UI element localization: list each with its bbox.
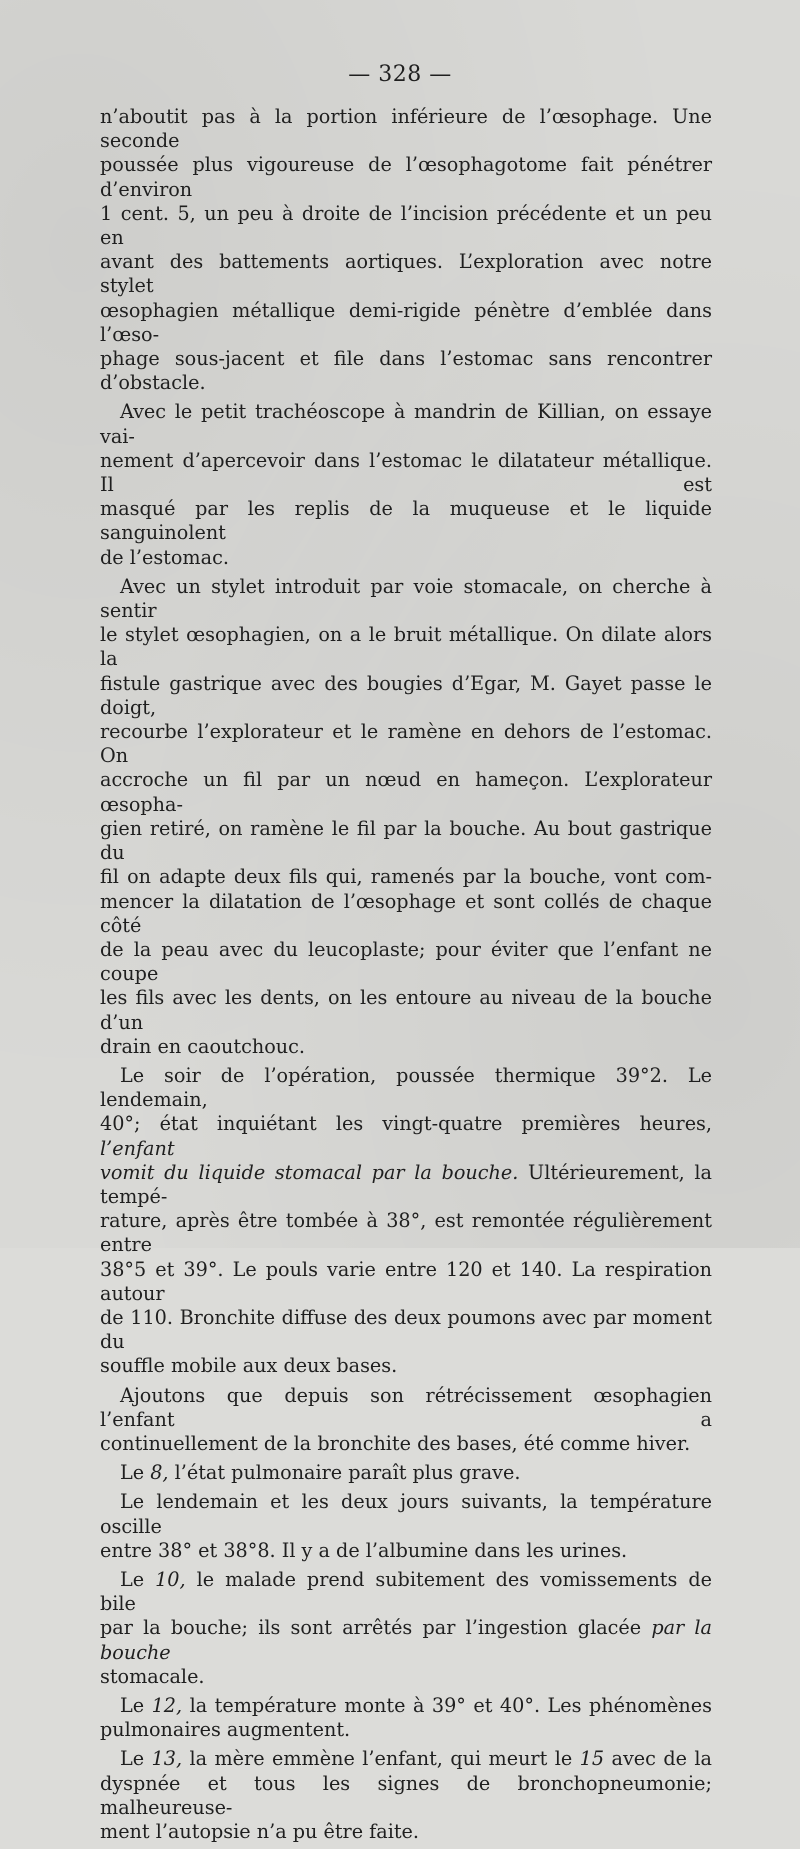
text-line: Avec un stylet introduit par voie stomacale, on cherche à sentir [100,574,712,623]
text-line: de 110. Bronchite diffuse des deux poumons avec par moment du [100,1305,712,1354]
italic-run: l’enfant [100,1136,175,1160]
text-line: 1 cent. 5, un peu à droite de l’incision précédente et un peu en [100,201,712,250]
text-line: avant des battements aortiques. L’exploration avec notre stylet [100,250,712,298]
text-line: n’aboutit pas à la portion inférieure de l’œsophage. Une seconde [100,105,712,153]
paragraph-9 [100,1694,712,1742]
text-line [100,1747,712,1771]
text-line: œsophagien métallique demi-rigide pénètre d’emblée dans l’œso- [100,298,712,346]
text-line: Avec le petit trachéoscope à mandrin de Killian, on essaye vai- [100,400,712,448]
text-line: 38°5 et 39°. Le pouls varie entre 120 et 140. La respiration autour [100,1257,712,1305]
text-line: recourbe l’explorateur et le ramène en dehors de l’estomac. On [100,720,712,768]
paragraph-8 [100,1568,712,1689]
italic-run: 13, [151,1747,183,1771]
text-run: la mère emmène l’enfant, qui meurt le [182,1747,580,1771]
text-line [100,1161,712,1209]
text-line: rature, après être tombée à 38°, est remontée régulièrement entre [100,1209,712,1257]
text-run: 40°; état inquiétant les vingt-quatre premières heures, [100,1112,712,1136]
text-run: la température monte à 39° et 40°. Les phénomènes [182,1694,712,1717]
paragraph-10 [100,1747,712,1844]
text-line: souffle mobile aux deux bases. [100,1354,398,1378]
text-line: pulmonaires augmentent. [100,1718,351,1742]
text-line: gien retiré, on ramène le fil par la bouche. Au bout gastrique du [100,816,712,865]
text-line: mencer la dilatation de l’œsophage et sont collés de chaque côté [100,889,712,937]
italic-run: 10, [155,1567,186,1591]
italic-run: par la bouche [100,1616,712,1664]
paragraph-6 [100,1461,712,1485]
text-line [100,1616,712,1664]
text-line: dyspnée et tous les signes de bronchopneumonie; malheureuse- [100,1771,712,1819]
italic-run: 15 [579,1747,605,1771]
text-run: Le [120,1567,156,1591]
paragraph-2 [100,400,712,569]
paragraph-7 [100,1490,712,1563]
text-run: Ultérieurement, la tempé- [100,1160,712,1208]
text-line: nement d’apercevoir dans l’estomac le dilatateur métallique. Il est [100,448,712,497]
text-line: les fils avec les dents, on les entoure au niveau de la bouche d’un [100,986,712,1034]
text-run: l’état pulmonaire paraît plus grave. [168,1461,521,1485]
text-line: de l’estomac. [100,545,229,569]
text-run: le malade prend subitement des vomissements de bile [100,1567,712,1616]
body-text [100,105,712,1849]
text-line: ment l’autopsie n’a pu être faite. [100,1820,420,1844]
text-line: accroche un fil par un nœud en hameçon. L’explorateur œsopha- [100,768,712,816]
text-line [100,1694,712,1718]
text-line: Le soir de l’opération, poussée thermique 39°2. Le lendemain, [100,1063,712,1112]
paragraph-5 [100,1384,712,1457]
text-line: fistule gastrique avec des bougies d’Egar, M. Gayet passe le doigt, [100,671,712,719]
page-number: — 328 — [348,62,452,87]
text-run: Le [120,1461,151,1485]
text-run: par la bouche; ils sont arrêtés par l’ingestion glacée [100,1616,652,1640]
text-run: Le [120,1747,152,1771]
text-line [100,1112,712,1160]
text-line: masqué par les replis de la muqueuse et le liquide sanguinolent [100,497,712,545]
italic-run: 12, [151,1694,183,1717]
text-line: drain en caoutchouc. [100,1034,305,1058]
paragraph-3 [100,575,712,1059]
paragraph-1 [100,105,712,395]
text-line [100,1568,712,1616]
text-line: continuellement de la bronchite des bases, été comme hiver. [100,1431,691,1455]
text-line: entre 38° et 38°8. Il y a de l’albumine dans les urines. [100,1538,628,1562]
italic-run: 8, [150,1461,169,1485]
text-line [100,1461,712,1485]
text-run: avec de la [604,1747,712,1771]
text-run: Le [120,1694,152,1717]
text-line: phage sous-jacent et file dans l’estomac sans rencontrer d’obstacle. [100,347,712,395]
italic-run: vomit du liquide stomacal par la bouche. [100,1160,519,1184]
text-line: poussée plus vigoureuse de l’œsophagotome fait pénétrer d’environ [100,153,712,201]
text-line: Ajoutons que depuis son rétrécissement œsophagien l’enfant a [100,1383,712,1431]
text-line: de la peau avec du leucoplaste; pour éviter que l’enfant ne coupe [100,937,712,986]
text-line: stomacale. [100,1664,205,1688]
text-line: fil on adapte deux fils qui, ramenés par la bouche, vont com- [100,865,712,889]
paragraph-4 [100,1064,712,1379]
text-line: Le lendemain et les deux jours suivants, la température oscille [100,1490,712,1538]
text-line: le stylet œsophagien, on a le bruit métallique. On dilate alors la [100,623,712,671]
